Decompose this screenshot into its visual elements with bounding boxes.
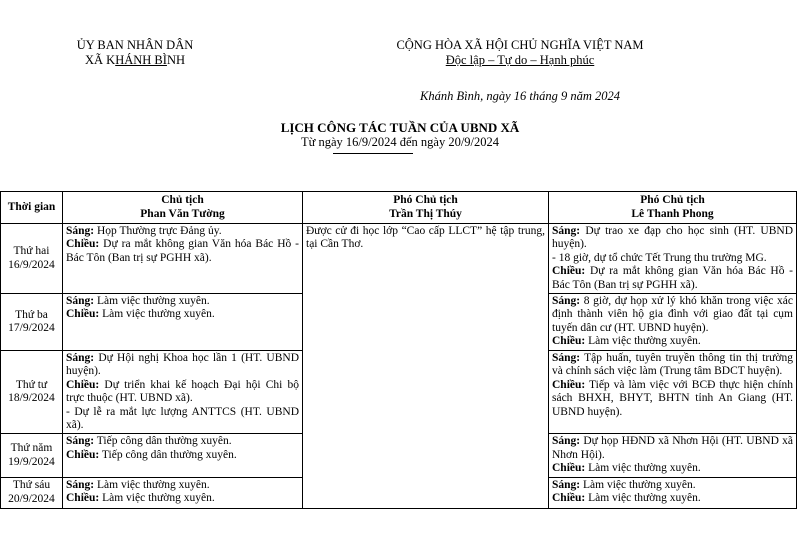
vice-chair-2-cell: Sáng: Dự trao xe đạp cho học sinh (HT. UBND huyện). - 18 giờ, dự tổ chức Tết Trung thu trường MG. Chiều: Dự ra mắt không gian Văn hóa Bác Hồ - Bác Tôn (Ban trị sự PGHH xã). <box>549 224 797 294</box>
vice-chair-2-cell: Sáng: Dự họp HĐND xã Nhơn Hội (HT. UBND xã Nhơn Hội). Chiều: Làm việc thường xuyên. <box>549 434 797 477</box>
place-and-date: Khánh Bình, ngày 16 tháng 9 năm 2024 <box>420 89 620 103</box>
table-header-row <box>1 192 797 224</box>
national-header <box>360 38 680 68</box>
vice-chair-1-cell: Được cử đi học lớp “Cao cấp LLCT” hệ tập trung, tại Cần Thơ. <box>303 224 549 509</box>
chairman-cell: Sáng: Dự Hội nghị Khoa học lần 1 (HT. UBND huyện). Chiều: Dự triển khai kế hoạch Đại hội Chi bộ trực thuộc (HT. UBND xã). - Dự lễ ra mắt lực lượng ANTTCS (HT. UBND xã). <box>63 351 303 434</box>
issuing-authority <box>40 38 230 68</box>
day-cell: Thứ năm 19/9/2024 <box>1 434 63 477</box>
chairman-cell: Sáng: Tiếp công dân thường xuyên. Chiều: Tiếp công dân thường xuyên. <box>63 434 303 477</box>
national-motto: Độc lập – Tự do – Hạnh phúc <box>445 53 595 67</box>
document-subtitle: Từ ngày 16/9/2024 đến ngày 20/9/2024 <box>300 135 500 149</box>
vice-chair-2-cell: Sáng: Tập huấn, tuyên truyền thông tin thị trường và chính sách việc làm (Trung tâm BDCT huyện). Chiều: Tiếp và làm việc với BCĐ thực hiện chính sách BHXH, BHYT, BHTN tỉnh An Giang (HT. UBND huyện). <box>549 351 797 434</box>
header-time: Thời gian <box>1 192 63 224</box>
day-cell: Thứ ba 17/9/2024 <box>1 294 63 351</box>
document-title: LỊCH CÔNG TÁC TUẦN CỦA UBND XÃ <box>280 120 520 135</box>
authority-line-2: XÃ KHÁNH BÌNH <box>84 53 185 67</box>
chairman-cell: Sáng: Làm việc thường xuyên. Chiều: Làm việc thường xuyên. <box>63 294 303 351</box>
schedule-table <box>0 191 797 509</box>
vice-chair-2-cell: Sáng: Làm việc thường xuyên. Chiều: Làm việc thường xuyên. <box>549 477 797 508</box>
nation-name: CỘNG HÒA XÃ HỘI CHỦ NGHĨA VIỆT NAM <box>396 38 644 52</box>
day-cell: Thứ sáu 20/9/2024 <box>1 477 63 508</box>
chairman-cell: Sáng: Họp Thường trực Đảng ủy. Chiều: Dự ra mắt không gian Văn hóa Bác Hồ - Bác Tôn (Ban trị sự PGHH xã). <box>63 224 303 294</box>
table-row <box>1 224 797 294</box>
header-vice-chair-2: Phó Chủ tịch Lê Thanh Phong <box>549 192 797 224</box>
authority-line-1: ỦY BAN NHÂN DÂN <box>76 38 194 52</box>
day-cell: Thứ tư 18/9/2024 <box>1 351 63 434</box>
chairman-cell: Sáng: Làm việc thường xuyên. Chiều: Làm việc thường xuyên. <box>63 477 303 508</box>
title-underline <box>333 153 413 154</box>
header-vice-chair-1: Phó Chủ tịch Trần Thị Thúy <box>303 192 549 224</box>
vice-chair-2-cell: Sáng: 8 giờ, dự họp xử lý khó khăn trong việc xác định thành viên hộ gia đình với giao đất tại cụm tuyến dân cư (HT. UBND huyện). Chiều: Làm việc thường xuyên. <box>549 294 797 351</box>
header-chairman: Chủ tịch Phan Văn Tường <box>63 192 303 224</box>
day-cell: Thứ hai 16/9/2024 <box>1 224 63 294</box>
